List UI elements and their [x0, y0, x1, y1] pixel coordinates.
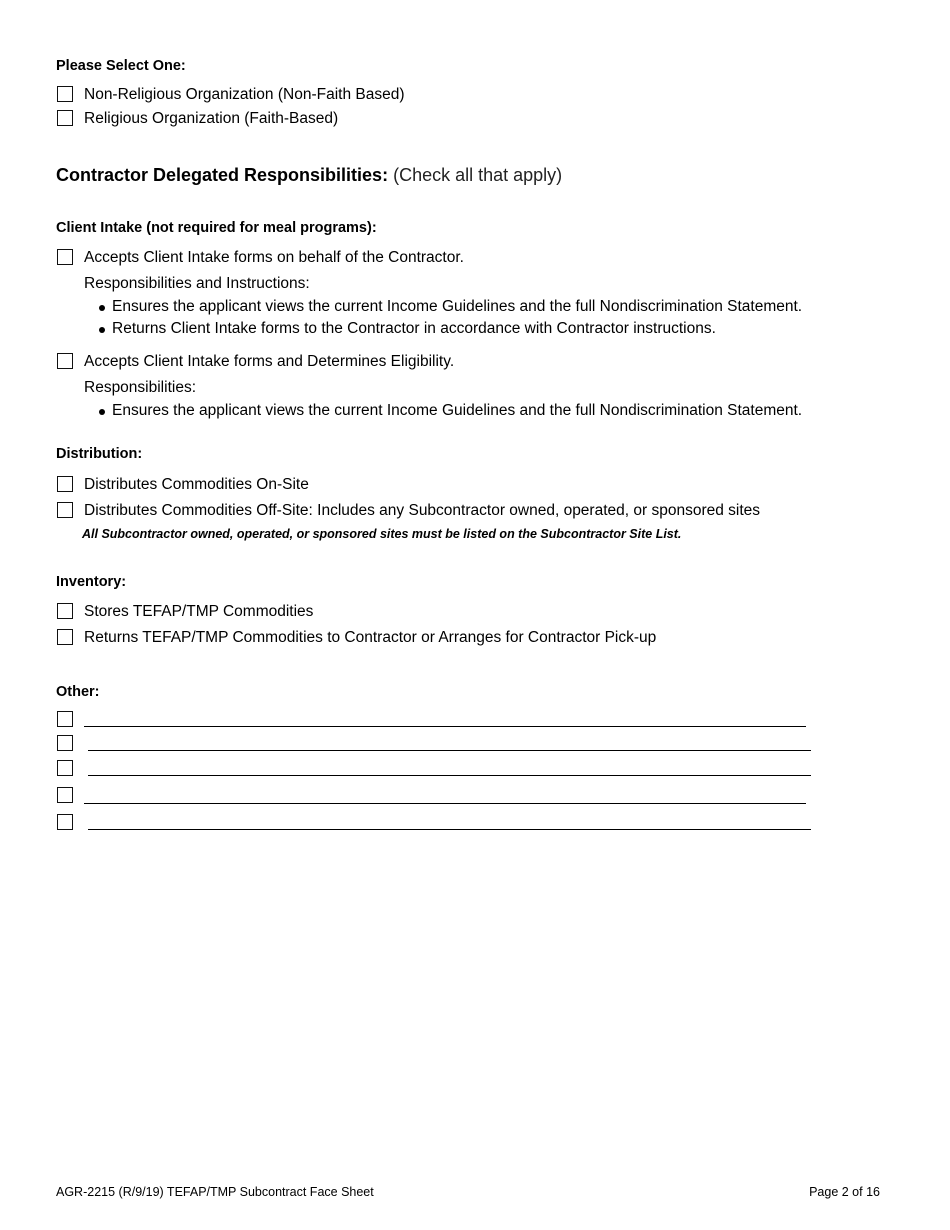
- other-checkbox-1[interactable]: [57, 711, 73, 727]
- delegated-title-hint: (Check all that apply): [393, 165, 563, 185]
- other-checkbox-2[interactable]: [57, 735, 73, 751]
- intake-on-behalf-subheading: Responsibilities and Instructions:: [84, 275, 310, 292]
- intake-eligibility-subheading: Responsibilities:: [84, 379, 196, 396]
- on-site-label: Distributes Commodities On-Site: [84, 476, 309, 493]
- distribution-heading: Distribution:: [56, 446, 143, 462]
- stores-commodities-checkbox[interactable]: [57, 603, 73, 619]
- other-line-1[interactable]: [84, 726, 806, 727]
- intake-eligibility-checkbox[interactable]: [57, 353, 73, 369]
- other-line-2[interactable]: [88, 750, 811, 751]
- other-line-5[interactable]: [88, 829, 811, 830]
- returns-commodities-label: Returns TEFAP/TMP Commodities to Contractor or Arranges for Contractor Pick-up: [84, 629, 657, 646]
- non-religious-checkbox[interactable]: [57, 86, 73, 102]
- intake-bullet-1: Ensures the applicant views the current Income Guidelines and the full Nondiscrimination Statement.: [112, 298, 803, 315]
- religious-checkbox[interactable]: [57, 110, 73, 126]
- off-site-label: Distributes Commodities Off-Site: Includes any Subcontractor owned, operated, or sponsored sites: [84, 502, 761, 519]
- footer-form-id: AGR-2215 (R/9/19) TEFAP/TMP Subcontract Face Sheet: [56, 1185, 374, 1199]
- intake-on-behalf-label: Accepts Client Intake forms on behalf of the Contractor.: [84, 249, 464, 266]
- stores-commodities-label: Stores TEFAP/TMP Commodities: [84, 603, 314, 620]
- other-line-4[interactable]: [84, 803, 806, 804]
- inventory-heading: Inventory:: [56, 574, 127, 590]
- other-checkbox-5[interactable]: [57, 814, 73, 830]
- other-checkbox-4[interactable]: [57, 787, 73, 803]
- client-intake-heading: Client Intake (not required for meal programs):: [56, 220, 377, 236]
- non-religious-label: Non-Religious Organization (Non-Faith Based): [84, 86, 405, 103]
- intake-bullet-2: Returns Client Intake forms to the Contractor in accordance with Contractor instructions.: [112, 320, 716, 337]
- religious-label: Religious Organization (Faith-Based): [84, 110, 339, 127]
- site-list-note: All Subcontractor owned, operated, or sponsored sites must be listed on the Subcontractor Site List.: [82, 527, 682, 541]
- delegated-responsibilities-title: [56, 165, 562, 186]
- intake-on-behalf-checkbox[interactable]: [57, 249, 73, 265]
- delegated-title-bold: Contractor Delegated Responsibilities:: [56, 165, 389, 185]
- eligibility-bullet-1: Ensures the applicant views the current Income Guidelines and the full Nondiscrimination Statement.: [112, 402, 803, 419]
- other-line-3[interactable]: [88, 775, 811, 776]
- off-site-checkbox[interactable]: [57, 502, 73, 518]
- other-heading: Other:: [56, 684, 100, 700]
- select-one-heading: Please Select One:: [56, 58, 186, 74]
- intake-eligibility-label: Accepts Client Intake forms and Determines Eligibility.: [84, 353, 455, 370]
- other-checkbox-3[interactable]: [57, 760, 73, 776]
- returns-commodities-checkbox[interactable]: [57, 629, 73, 645]
- on-site-checkbox[interactable]: [57, 476, 73, 492]
- footer-page-number: Page 2 of 16: [809, 1185, 880, 1199]
